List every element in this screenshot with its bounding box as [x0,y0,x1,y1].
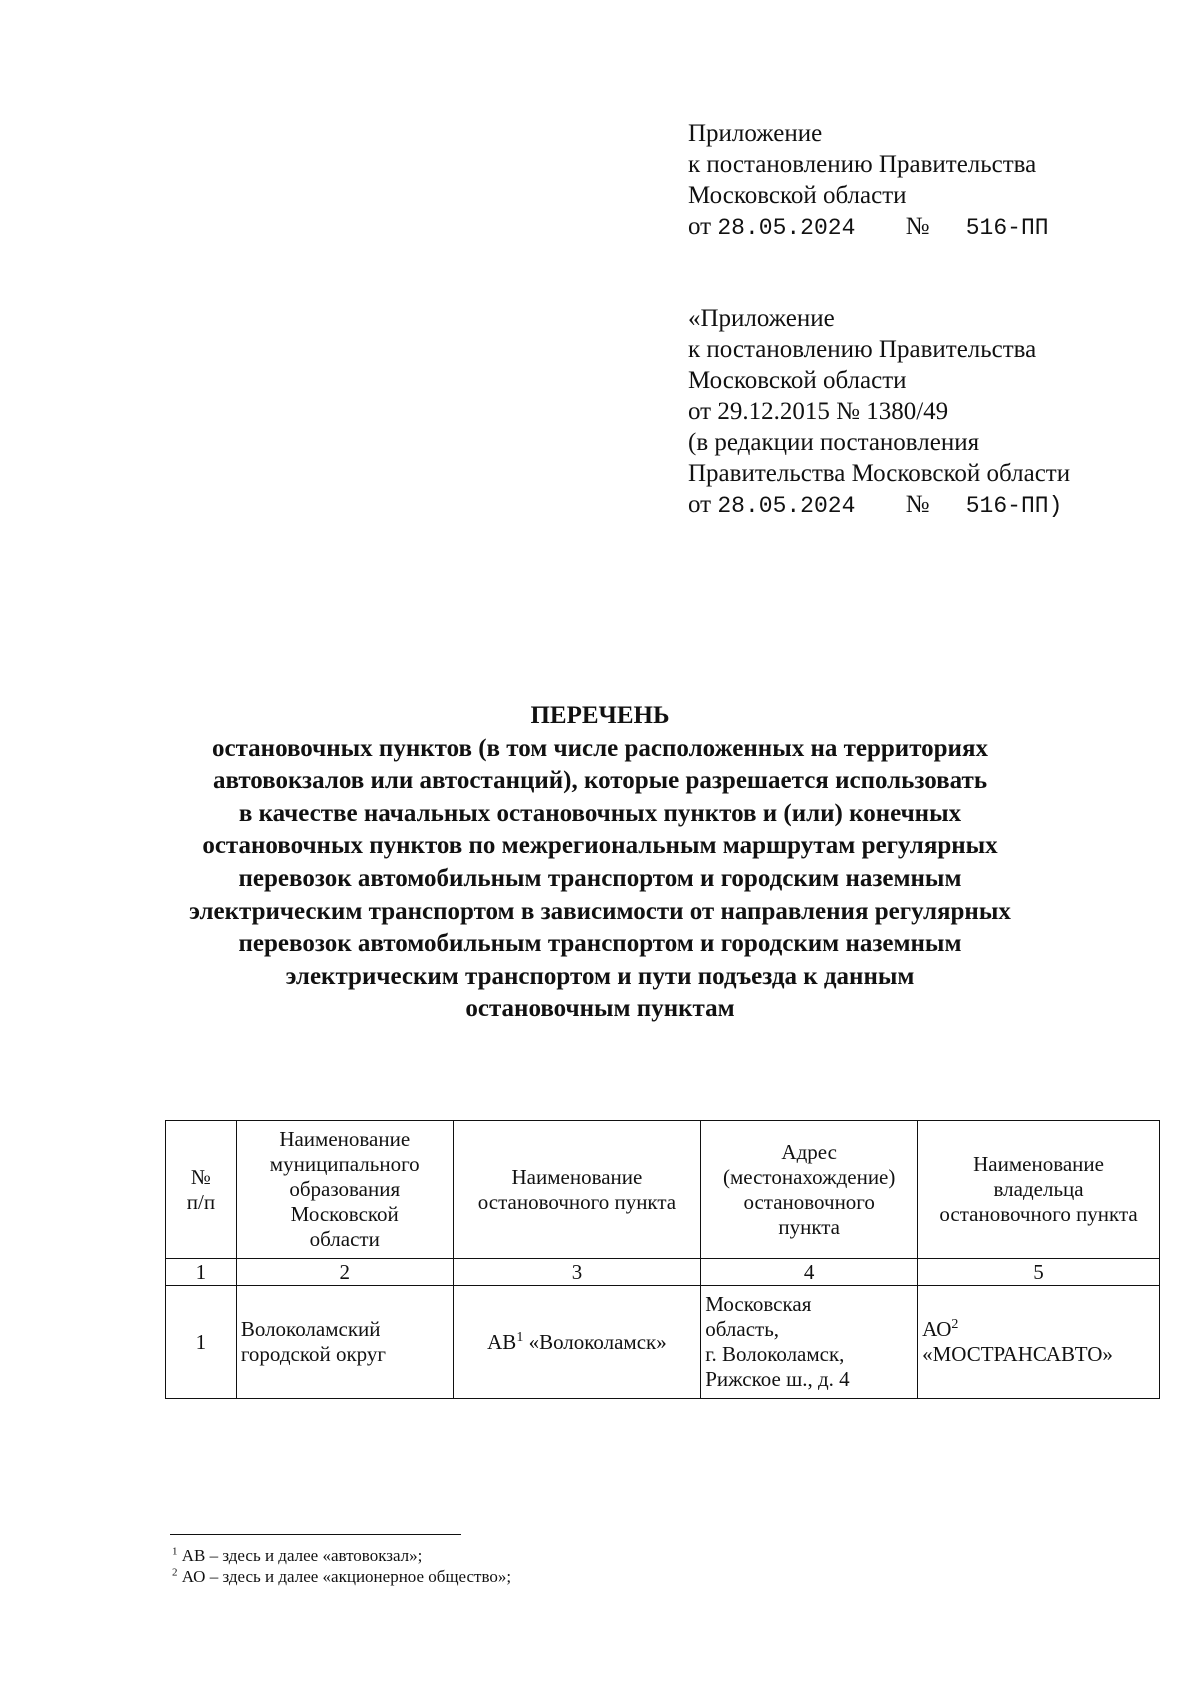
footnote-separator [170,1534,461,1535]
appendix-line: Правительства Московской области [688,460,1071,487]
title-line: остановочным пунктам [465,995,735,1023]
title-line: в качестве начальных остановочных пунктов и (или) конечных [238,799,962,827]
footnote: $^2$ АО – здесь и далее «акционерное общество»; [172,1566,512,1586]
quoted-appendix-header [688,303,1070,522]
document-date: 28.05.2024 [717,493,856,519]
footnote: $^1$ АВ – здесь и далее «автовокзал»; [172,1545,423,1565]
title-line: остановочных пунктов (в том числе расположенных на территориях [212,734,988,762]
title-line: перевозок автомобильным транспортом и городским наземным [238,864,962,892]
appendix-line: к постановлению Правительства [688,151,1037,178]
municipality-cell: Волоколамский городской округ [236,1286,453,1399]
appendix-line: к постановлению Правительства [688,336,1037,363]
title-heading: ПЕРЕЧЕНЬ [530,702,670,729]
title-line: электрическим транспортом в зависимости от направления регулярных [189,897,1011,925]
stop-name-cell: $АВ^1$ «Волоколамск» [453,1286,701,1399]
column-number: 3 [453,1259,701,1286]
stops-table [165,1120,1160,1399]
date-prefix: от [688,213,712,240]
column-number: 5 [918,1259,1160,1286]
title-line: остановочных пунктов по межрегиональным маршрутам регулярных [202,832,998,860]
appendix-line: Московской области [688,367,907,394]
owner-cell: $АО^2$ «МОСТРАНСАВТО» [918,1286,1160,1399]
table-header-row [166,1121,1160,1259]
column-number-row [166,1259,1160,1286]
column-number: 1 [166,1259,237,1286]
address-cell: Московская область, г. Волоколамск, Рижское ш., д. 4 [701,1286,918,1399]
number-sign: № [905,491,930,518]
appendix-date-line [688,489,1070,522]
date-prefix: от [688,491,712,518]
column-number: 4 [701,1259,918,1286]
appendix-header [688,118,1049,244]
header-cell-number: № п/п [166,1121,237,1259]
row-number: 1 [166,1286,237,1399]
title-line: автовокзалов или автостанций), которые разрешается использовать [212,767,988,795]
footnote-ref: 1 [516,1329,524,1345]
appendix-date-line [688,211,1049,244]
header-cell-municipality: Наименование муниципального образования Московской области [236,1121,453,1259]
title-line: электрическим транспортом и пути подъезда к данным [285,962,915,990]
column-number: 2 [236,1259,453,1286]
appendix-label: «Приложение [688,305,835,332]
title-line: перевозок автомобильным транспортом и городским наземным [238,930,962,958]
header-cell-stop-name: Наименование остановочного пункта [453,1121,701,1259]
header-cell-owner: Наименование владельца остановочного пункта [918,1121,1160,1259]
document-number: 516-ПП) [965,493,1063,519]
footnote-ref: 2 [951,1317,959,1332]
appendix-label: Приложение [688,120,823,147]
table-row [166,1286,1160,1399]
header-cell-address: Адрес (местонахождение) остановочного пункта [701,1121,918,1259]
document-number: 516-ПП [965,215,1049,241]
appendix-line: Московской области [688,182,907,209]
appendix-line: (в редакции постановления [688,429,980,456]
appendix-line: от 29.12.2015 № 1380/49 [688,398,949,425]
document-date: 28.05.2024 [717,215,856,241]
number-sign: № [905,213,930,240]
document-title [0,700,1200,1026]
